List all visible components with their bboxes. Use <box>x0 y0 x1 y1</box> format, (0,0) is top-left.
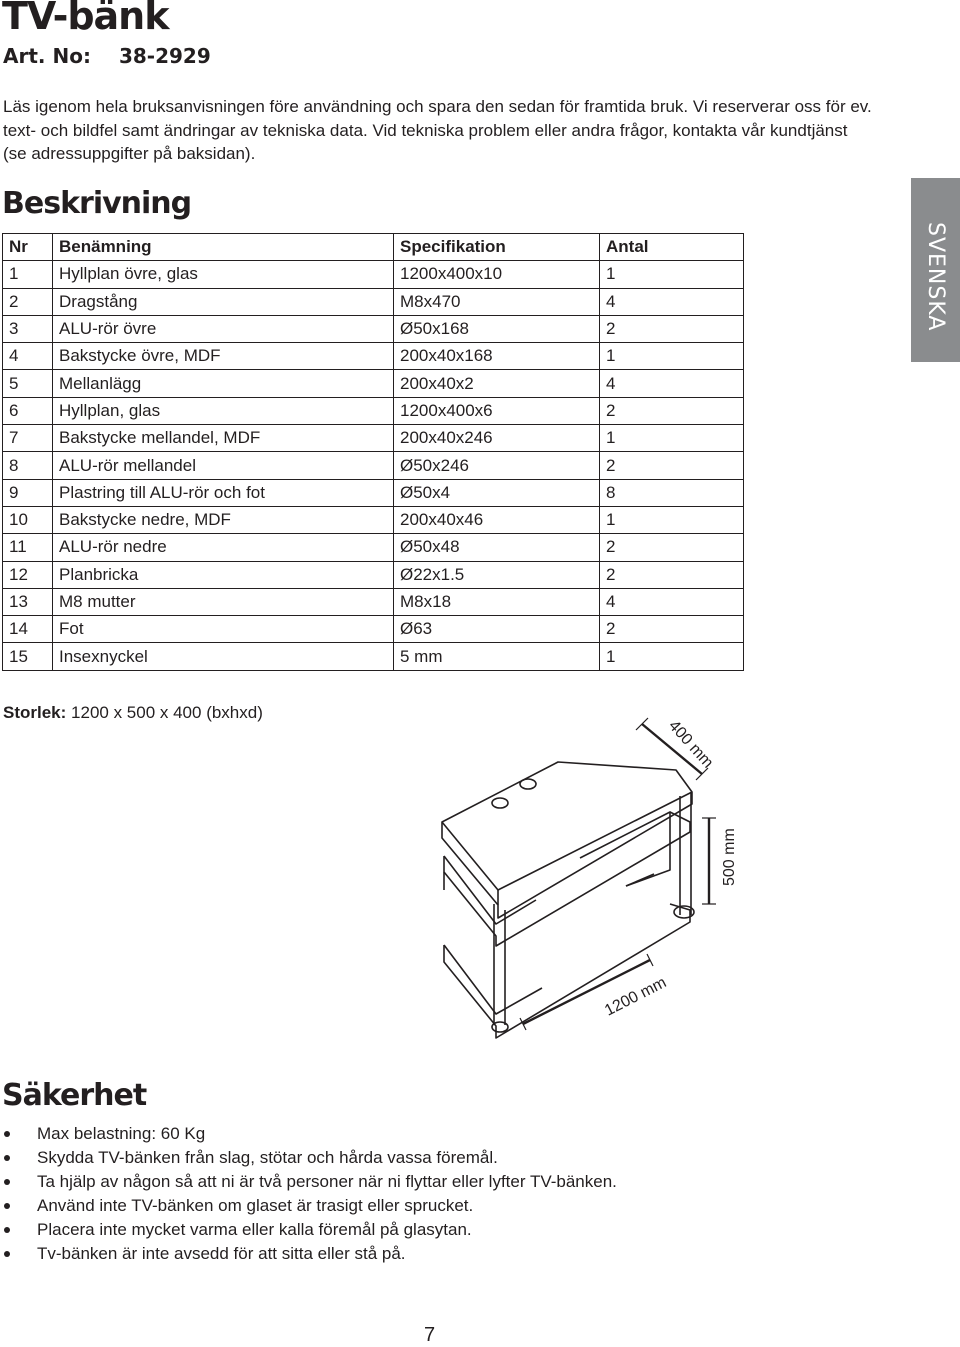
safety-item-text: Placera inte mycket varma eller kalla föremål på glasytan. <box>37 1220 472 1239</box>
cell-spec: 5 mm <box>394 643 600 670</box>
cell-qty: 1 <box>600 506 744 533</box>
safety-heading: Säkerhet <box>2 1078 147 1113</box>
cell-name: Planbricka <box>53 561 394 588</box>
table-row <box>3 425 744 452</box>
safety-item-text: Tv-bänken är inte avsedd för att sitta eller stå på. <box>37 1244 406 1263</box>
cell-nr: 3 <box>3 315 53 342</box>
cell-spec: 1200x400x6 <box>394 397 600 424</box>
cell-nr: 10 <box>3 506 53 533</box>
cell-qty: 2 <box>600 534 744 561</box>
cell-name: ALU-rör övre <box>53 315 394 342</box>
cell-name: M8 mutter <box>53 588 394 615</box>
cell-nr: 15 <box>3 643 53 670</box>
cell-nr: 6 <box>3 397 53 424</box>
cell-nr: 12 <box>3 561 53 588</box>
list-item <box>0 1146 617 1170</box>
cell-qty: 8 <box>600 479 744 506</box>
cell-spec: Ø22x1.5 <box>394 561 600 588</box>
cell-qty: 4 <box>600 370 744 397</box>
width-dimension-label: 1200 mm <box>602 974 670 1020</box>
list-item <box>0 1170 617 1194</box>
cell-name: ALU-rör mellandel <box>53 452 394 479</box>
cell-nr: 13 <box>3 588 53 615</box>
column-header-name: Benämning <box>53 234 394 261</box>
description-heading: Beskrivning <box>2 186 192 221</box>
page-title: TV-bänk <box>2 0 169 38</box>
list-item <box>0 1122 617 1146</box>
table-row <box>3 315 744 342</box>
tv-bench-drawing <box>430 700 738 1040</box>
table-row <box>3 288 744 315</box>
table-row <box>3 479 744 506</box>
cell-name: Mellanlägg <box>53 370 394 397</box>
cell-nr: 11 <box>3 534 53 561</box>
cell-qty: 1 <box>600 425 744 452</box>
cell-name: Hyllplan övre, glas <box>53 261 394 288</box>
cell-spec: Ø50x4 <box>394 479 600 506</box>
cell-qty: 2 <box>600 561 744 588</box>
cell-nr: 7 <box>3 425 53 452</box>
cell-qty: 1 <box>600 261 744 288</box>
cell-spec: 200x40x46 <box>394 506 600 533</box>
parts-table <box>2 233 744 671</box>
cell-spec: Ø50x48 <box>394 534 600 561</box>
cell-name: Hyllplan, glas <box>53 397 394 424</box>
cell-spec: 1200x400x10 <box>394 261 600 288</box>
cell-qty: 2 <box>600 452 744 479</box>
cell-qty: 2 <box>600 616 744 643</box>
cell-qty: 2 <box>600 397 744 424</box>
safety-item-text: Skydda TV-bänken från slag, stötar och hårda vassa föremål. <box>37 1148 498 1167</box>
table-row <box>3 616 744 643</box>
bullet-icon <box>4 1179 10 1185</box>
article-number <box>3 44 211 68</box>
cell-qty: 4 <box>600 288 744 315</box>
language-tab <box>911 178 960 362</box>
cell-spec: Ø50x246 <box>394 452 600 479</box>
cell-name: Bakstycke nedre, MDF <box>53 506 394 533</box>
bullet-icon <box>4 1131 10 1137</box>
table-row <box>3 643 744 670</box>
cell-name: Bakstycke övre, MDF <box>53 343 394 370</box>
safety-list <box>0 1122 617 1266</box>
cell-spec: Ø63 <box>394 616 600 643</box>
size-value: 1200 x 500 x 400 (bxhxd) <box>71 703 263 722</box>
page-number: 7 <box>424 1324 436 1346</box>
column-header-nr: Nr <box>3 234 53 261</box>
cell-nr: 4 <box>3 343 53 370</box>
cell-nr: 14 <box>3 616 53 643</box>
list-item <box>0 1218 617 1242</box>
cell-spec: Ø50x168 <box>394 315 600 342</box>
cell-spec: 200x40x246 <box>394 425 600 452</box>
cell-qty: 4 <box>600 588 744 615</box>
cell-spec: 200x40x2 <box>394 370 600 397</box>
height-dimension-label: 500 mm <box>721 828 738 886</box>
table-row <box>3 534 744 561</box>
intro-text: Läs igenom hela bruksanvisningen före användning och spara den sedan för framtida bruk. Vi reserverar oss för ev. text- och bildfel samt ändringar av tekniska data. Vid tekniska problem eller andra frågor, kontakta vår kundtjänst (se adressuppgifter på baksidan). <box>3 97 872 163</box>
list-item <box>0 1242 617 1266</box>
cell-name: Dragstång <box>53 288 394 315</box>
column-header-spec: Specifikation <box>394 234 600 261</box>
bullet-icon <box>4 1227 10 1233</box>
table-row <box>3 506 744 533</box>
column-header-qty: Antal <box>600 234 744 261</box>
safety-item-text: Använd inte TV-bänken om glaset är trasigt eller sprucket. <box>37 1196 474 1215</box>
cell-nr: 5 <box>3 370 53 397</box>
bullet-icon <box>4 1203 10 1209</box>
table-row <box>3 452 744 479</box>
cell-name: Plastring till ALU-rör och fot <box>53 479 394 506</box>
cell-qty: 1 <box>600 643 744 670</box>
cell-nr: 1 <box>3 261 53 288</box>
safety-item-text: Max belastning: 60 Kg <box>37 1124 206 1143</box>
table-row <box>3 261 744 288</box>
size-label: Storlek: <box>3 703 67 722</box>
table-row <box>3 561 744 588</box>
safety-item-text: Ta hjälp av någon så att ni är två personer när ni flyttar eller lyfter TV-bänken. <box>37 1172 617 1191</box>
table-row <box>3 588 744 615</box>
cell-qty: 1 <box>600 343 744 370</box>
table-row <box>3 370 744 397</box>
cell-spec: 200x40x168 <box>394 343 600 370</box>
cell-nr: 8 <box>3 452 53 479</box>
table-header-row <box>3 234 744 261</box>
list-item <box>0 1194 617 1218</box>
depth-dimension-label: 400 mm <box>665 717 717 772</box>
cell-spec: M8x470 <box>394 288 600 315</box>
cell-nr: 9 <box>3 479 53 506</box>
bullet-icon <box>4 1251 10 1257</box>
language-tab-label: SVENSKA <box>923 222 948 332</box>
cell-name: Fot <box>53 616 394 643</box>
article-number-label: Art. No: <box>3 44 91 68</box>
table-row <box>3 343 744 370</box>
article-number-value: 38-2929 <box>118 44 211 68</box>
cell-name: Bakstycke mellandel, MDF <box>53 425 394 452</box>
table-row <box>3 397 744 424</box>
cell-name: ALU-rör nedre <box>53 534 394 561</box>
cell-qty: 2 <box>600 315 744 342</box>
size-info <box>3 703 263 723</box>
cell-spec: M8x18 <box>394 588 600 615</box>
cell-name: Insexnyckel <box>53 643 394 670</box>
cell-nr: 2 <box>3 288 53 315</box>
bullet-icon <box>4 1155 10 1161</box>
